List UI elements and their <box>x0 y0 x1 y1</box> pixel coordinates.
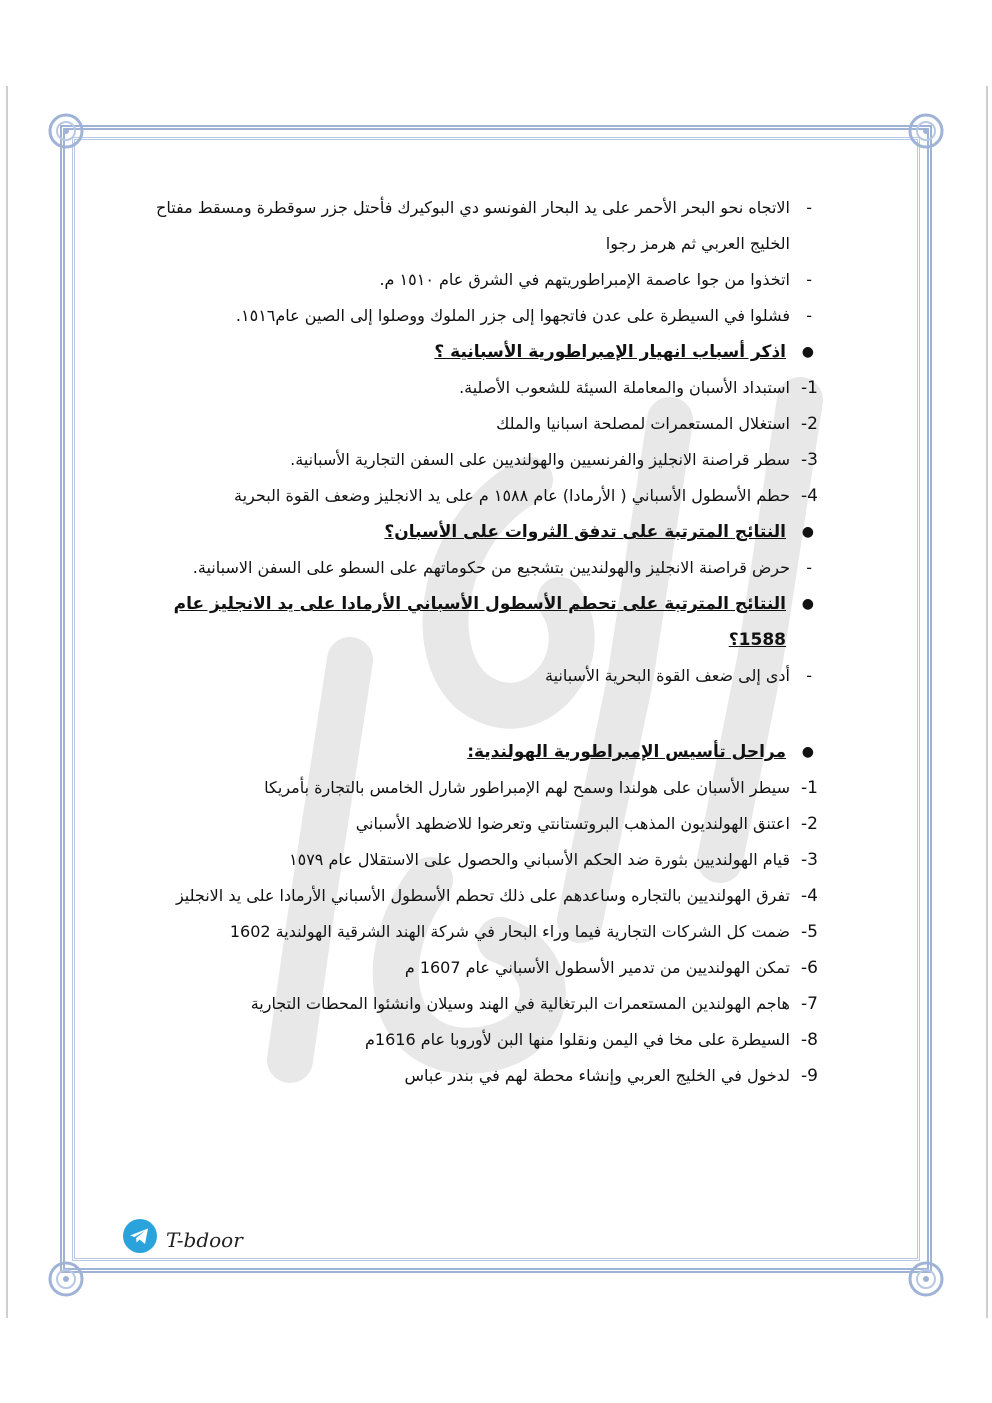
item-number: 9- <box>801 1066 818 1086</box>
section-heading <box>128 734 818 770</box>
dash-marker: - <box>806 270 812 289</box>
dash-marker: - <box>806 306 812 325</box>
item-number: 6- <box>801 958 818 978</box>
list-item <box>128 550 818 586</box>
item-number: 2- <box>801 414 818 434</box>
list-item <box>128 658 818 694</box>
item-number: 4- <box>801 486 818 506</box>
numbered-item <box>128 370 818 406</box>
numbered-item <box>128 1022 818 1058</box>
corner-ornament-icon <box>904 109 948 153</box>
list-item-text: الاتجاه نحو البحر الأحمر على يد البحار الفونسو دي البوكيرك فأحتل جزر سوقطرة ومسقط مفتاح الخليج العربي ثم هرمز رجوا <box>155 198 790 253</box>
list-item-text: فشلوا في السيطرة على عدن فاتجهوا إلى جزر الملوك ووصلوا إلى الصين عام١٥١٦. <box>235 306 790 325</box>
item-number: 3- <box>801 450 818 470</box>
numbered-item <box>128 478 818 514</box>
numbered-item <box>128 442 818 478</box>
list-item-text: لدخول في الخليج العربي وإنشاء محطة لهم في بندر عباس <box>404 1066 790 1085</box>
section-heading <box>128 586 818 658</box>
numbered-item <box>128 770 818 806</box>
item-number: 1- <box>801 778 818 798</box>
heading-text: النتائج المترتبة على تحطم الأسطول الأسباني الأرمادا على يد الانجليز عام 1588؟ <box>173 594 786 650</box>
list-item-text: ضمت كل الشركات التجارية فيما وراء البحار في شركة الهند الشرقية الهولندية 1602 <box>229 922 790 941</box>
numbered-item <box>128 914 818 950</box>
list-item-text: استغلال المستعمرات لمصلحة اسبانيا والملك <box>496 414 790 433</box>
numbered-item <box>128 986 818 1022</box>
section-heading <box>128 334 818 370</box>
list-item-text: السيطرة على مخا في اليمن ونقلوا منها البن لأوروبا عام 1616م <box>365 1030 790 1049</box>
bullet-marker: ● <box>801 524 814 540</box>
list-item-text: تفرق الهولنديين بالتجاره وساعدهم على ذلك تحطم الأسطول الأسباني الأرمادا على يد الانجليز <box>175 886 790 905</box>
page-edge-left <box>6 86 8 1318</box>
list-item-text: سيطر الأسبان على هولندا وسمح لهم الإمبراطور شارل الخامس بالتجارة بأمريكا <box>264 778 790 797</box>
list-item-text: حطم الأسطول الأسباني ( الأرمادا) عام ١٥٨٨ م على يد الانجليز وضعف القوة البحرية <box>234 486 790 505</box>
footer-brand: T-bdoor <box>166 1228 243 1252</box>
page-edge-right <box>986 86 988 1318</box>
dash-marker: - <box>806 198 812 217</box>
corner-ornament-icon <box>904 1257 948 1301</box>
telegram-icon[interactable] <box>122 1218 158 1254</box>
item-number: 8- <box>801 1030 818 1050</box>
heading-text: اذكر أسباب انهيار الإمبراطورية الأسبانية ؟ <box>434 342 786 362</box>
list-item-text: اتخذوا من جوا عاصمة الإمبراطوريتهم في الشرق عام ١٥١٠ م. <box>379 270 790 289</box>
list-item <box>128 298 818 334</box>
list-item-text: هاجم الهولندين المستعمرات البرتغالية في الهند وسيلان وانشئوا المحطات التجارية <box>250 994 790 1013</box>
list-item-text: اعتنق الهولنديون المذهب البروتستانتي وتعرضوا للاضطهد الأسباني <box>355 814 790 833</box>
document-body <box>128 190 818 1094</box>
item-number: 7- <box>801 994 818 1014</box>
list-item-text: حرض قراصنة الانجليز والهولنديين بتشجيع من حكوماتهم على السطو على السفن الاسبانية. <box>192 558 790 577</box>
list-item-text: قيام الهولنديين بثورة ضد الحكم الأسباني والحصول على الاستقلال عام ١٥٧٩ <box>289 850 790 869</box>
item-number: 2- <box>801 814 818 834</box>
item-number: 5- <box>801 922 818 942</box>
bullet-marker: ● <box>801 744 814 760</box>
list-item-text: استبداد الأسبان والمعاملة السيئة للشعوب الأصلية. <box>459 378 790 397</box>
dash-marker: - <box>806 558 812 577</box>
list-item-text: أدى إلى ضعف القوة البحرية الأسبانية <box>545 666 790 685</box>
section-heading <box>128 514 818 550</box>
heading-text: مراحل تأسيس الإمبراطورية الهولندية: <box>467 742 786 762</box>
corner-ornament-icon <box>44 1257 88 1301</box>
list-item <box>128 262 818 298</box>
numbered-item <box>128 842 818 878</box>
dash-marker: - <box>806 666 812 685</box>
numbered-item <box>128 950 818 986</box>
item-number: 1- <box>801 378 818 398</box>
item-number: 4- <box>801 886 818 906</box>
numbered-item <box>128 806 818 842</box>
list-item-text: تمكن الهولنديين من تدمير الأسطول الأسباني عام 1607 م <box>404 958 790 977</box>
corner-ornament-icon <box>44 109 88 153</box>
spacer <box>128 694 818 734</box>
item-number: 3- <box>801 850 818 870</box>
numbered-item <box>128 1058 818 1094</box>
heading-text: النتائج المترتبة على تدفق الثروات على الأسبان؟ <box>384 522 786 542</box>
numbered-item <box>128 406 818 442</box>
list-item <box>128 190 818 262</box>
numbered-item <box>128 878 818 914</box>
list-item-text: سطر قراصنة الانجليز والفرنسيين والهولنديين على السفن التجارية الأسبانية. <box>290 450 790 469</box>
bullet-marker: ● <box>801 596 814 612</box>
bullet-marker: ● <box>801 344 814 360</box>
